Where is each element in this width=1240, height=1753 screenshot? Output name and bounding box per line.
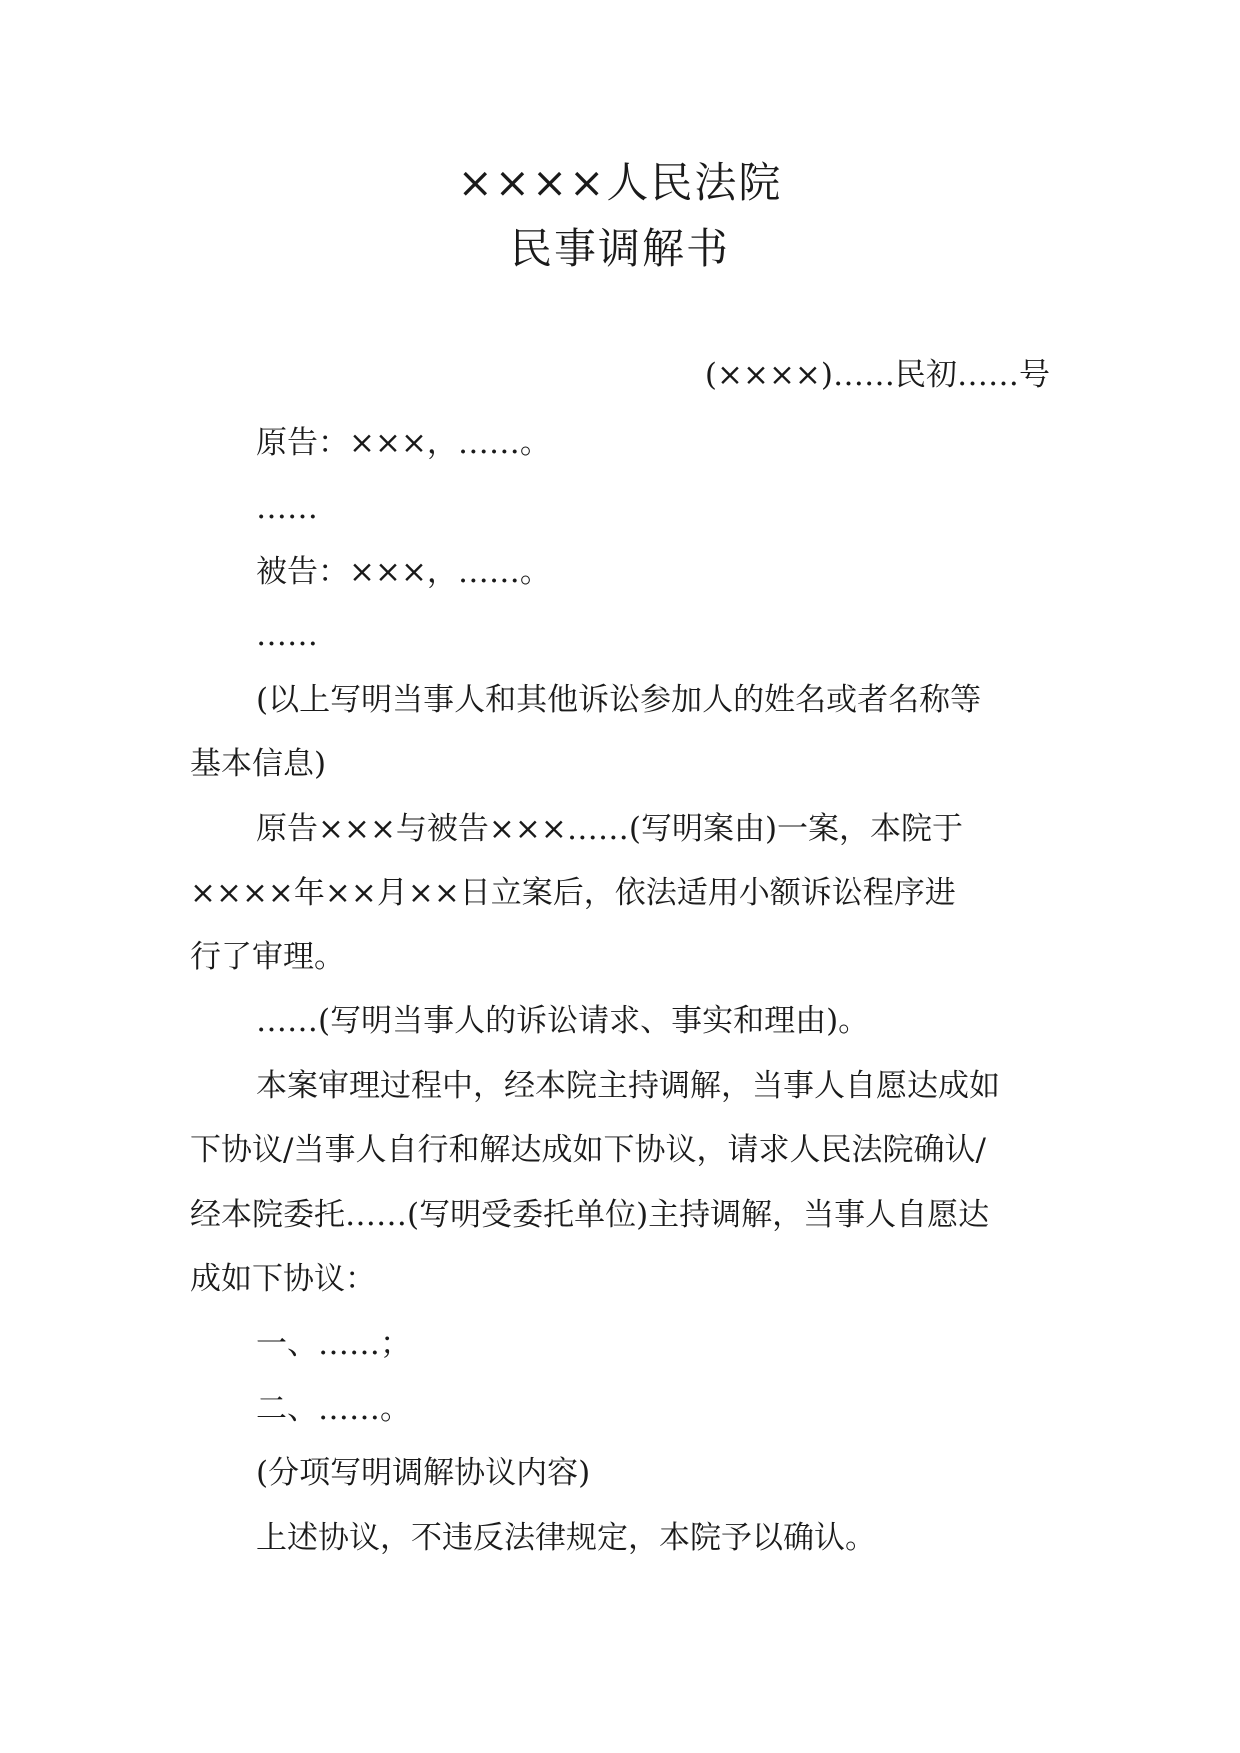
case-number: (××××)……民初……号 [704, 357, 1050, 393]
claims-note: ……(写明当事人的诉讼请求、事实和理由)。 [256, 1003, 870, 1039]
ellipsis-line: …… [256, 617, 318, 653]
party-info-note: (以上写明当事人和其他诉讼参加人的姓名或者名称等 [256, 682, 982, 718]
plaintiff-line: 原告：×××，……。 [256, 425, 551, 461]
case-intro-paragraph: 原告×××与被告×××……(写明案由)一案，本院于 [256, 811, 964, 847]
mediation-paragraph: 本案审理过程中，经本院主持调解，当事人自愿达成如 [256, 1068, 1000, 1104]
defendant-line: 被告：×××，……。 [256, 554, 551, 590]
confirmation-statement: 上述协议，不违反法律规定，本院予以确认。 [256, 1520, 876, 1556]
ellipsis-line: …… [256, 490, 318, 526]
document-title: 民事调解书 [509, 224, 730, 273]
mediation-paragraph-line-4: 成如下协议： [190, 1261, 376, 1297]
agreement-item-2: 二、……。 [256, 1391, 411, 1427]
case-intro-paragraph-line-3: 行了审理。 [190, 939, 345, 975]
agreement-items-note: (分项写明调解协议内容) [256, 1455, 591, 1491]
mediation-paragraph-line-2: 下协议/当事人自行和解达成如下协议，请求人民法院确认/ [190, 1132, 986, 1168]
agreement-item-1: 一、……； [256, 1326, 411, 1362]
party-info-note-continued: 基本信息) [190, 746, 327, 782]
mediation-paragraph-line-3: 经本院委托……(写明受委托单位)主持调解，当事人自愿达 [190, 1197, 990, 1233]
case-intro-paragraph-line-2: ××××年××月××日立案后，依法适用小额诉讼程序进 [190, 875, 956, 911]
court-name: ××××人民法院 [457, 158, 783, 207]
